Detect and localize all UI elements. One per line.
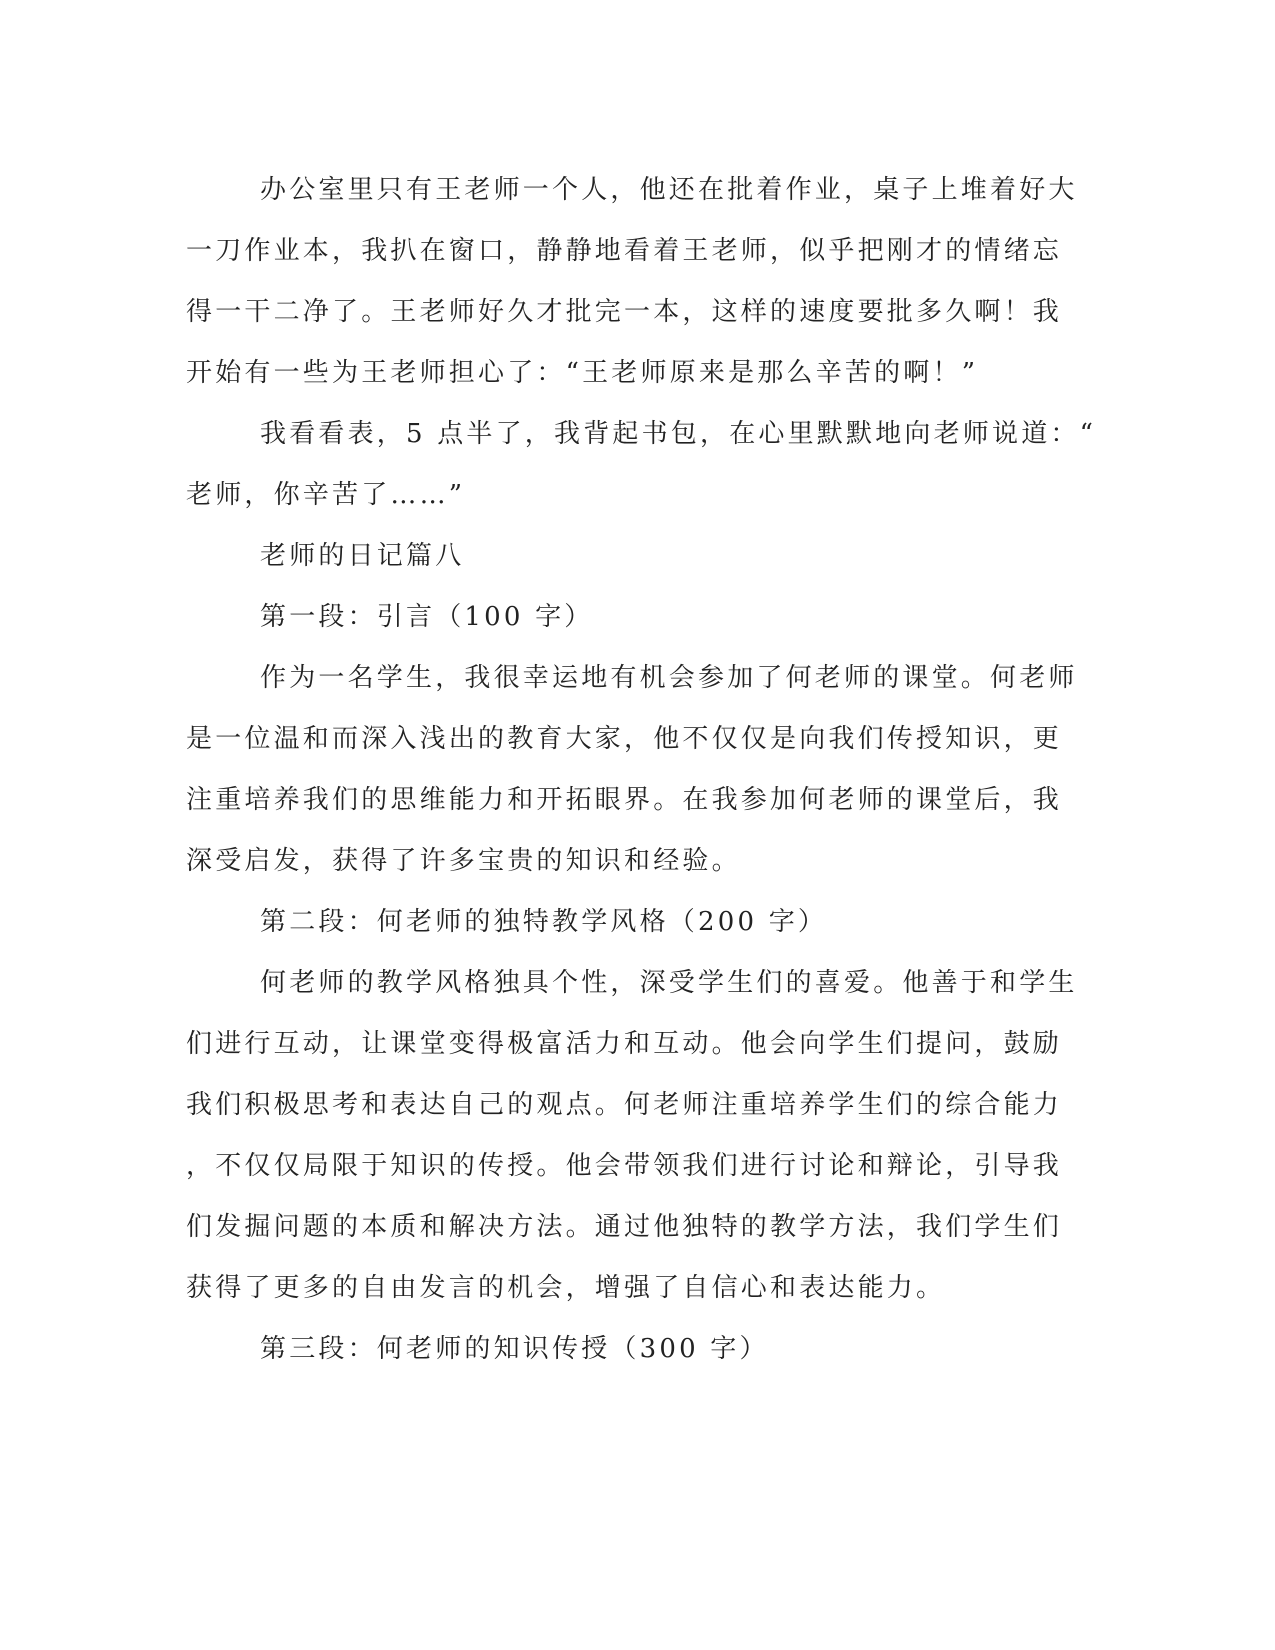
paragraph-line: 一刀作业本，我扒在窗口，静静地看着王老师，似乎把刚才的情绪忘 (186, 236, 1063, 266)
paragraph-line: 们发掘问题的本质和解决方法。通过他独特的教学方法，我们学生们 (186, 1212, 1063, 1242)
paragraph-line: 我看看表，5 点半了，我背起书包，在心里默默地向老师说道：“ (260, 419, 1097, 449)
paragraph-line: 何老师的教学风格独具个性，深受学生们的喜爱。他善于和学生 (260, 968, 1078, 998)
paragraph-line: 老师，你辛苦了……” (186, 480, 466, 510)
document-body (186, 160, 1097, 1380)
paragraph-line: 得一干二净了。王老师好久才批完一本，这样的速度要批多久啊！我 (186, 297, 1063, 327)
paragraph-line: 作为一名学生，我很幸运地有机会参加了何老师的课堂。何老师 (260, 663, 1078, 693)
paragraph-line: 注重培养我们的思维能力和开拓眼界。在我参加何老师的课堂后，我 (186, 785, 1063, 815)
paragraph-line: 是一位温和而深入浅出的教育大家，他不仅仅是向我们传授知识，更 (186, 724, 1063, 754)
section-heading: 第三段：何老师的知识传授（300 字） (260, 1334, 769, 1364)
paragraph-line: 开始有一些为王老师担心了：“王老师原来是那么辛苦的啊！” (186, 358, 979, 388)
section-heading: 第一段：引言（100 字） (260, 602, 594, 632)
paragraph-line: 获得了更多的自由发言的机会，增强了自信心和表达能力。 (186, 1273, 946, 1303)
paragraph-line: 深受启发，获得了许多宝贵的知识和经验。 (186, 846, 741, 876)
paragraph-line: 办公室里只有王老师一个人，他还在批着作业，桌子上堆着好大 (260, 175, 1078, 205)
section-heading: 第二段：何老师的独特教学风格（200 字） (260, 907, 828, 937)
paragraph-line: 们进行互动，让课堂变得极富活力和互动。他会向学生们提问，鼓励 (186, 1029, 1063, 1059)
paragraph-line: 我们积极思考和表达自己的观点。何老师注重培养学生们的综合能力 (186, 1090, 1063, 1120)
paragraph-line: ，不仅仅局限于知识的传授。他会带领我们进行讨论和辩论，引导我 (186, 1151, 1063, 1181)
section-title: 老师的日记篇八 (260, 541, 465, 571)
